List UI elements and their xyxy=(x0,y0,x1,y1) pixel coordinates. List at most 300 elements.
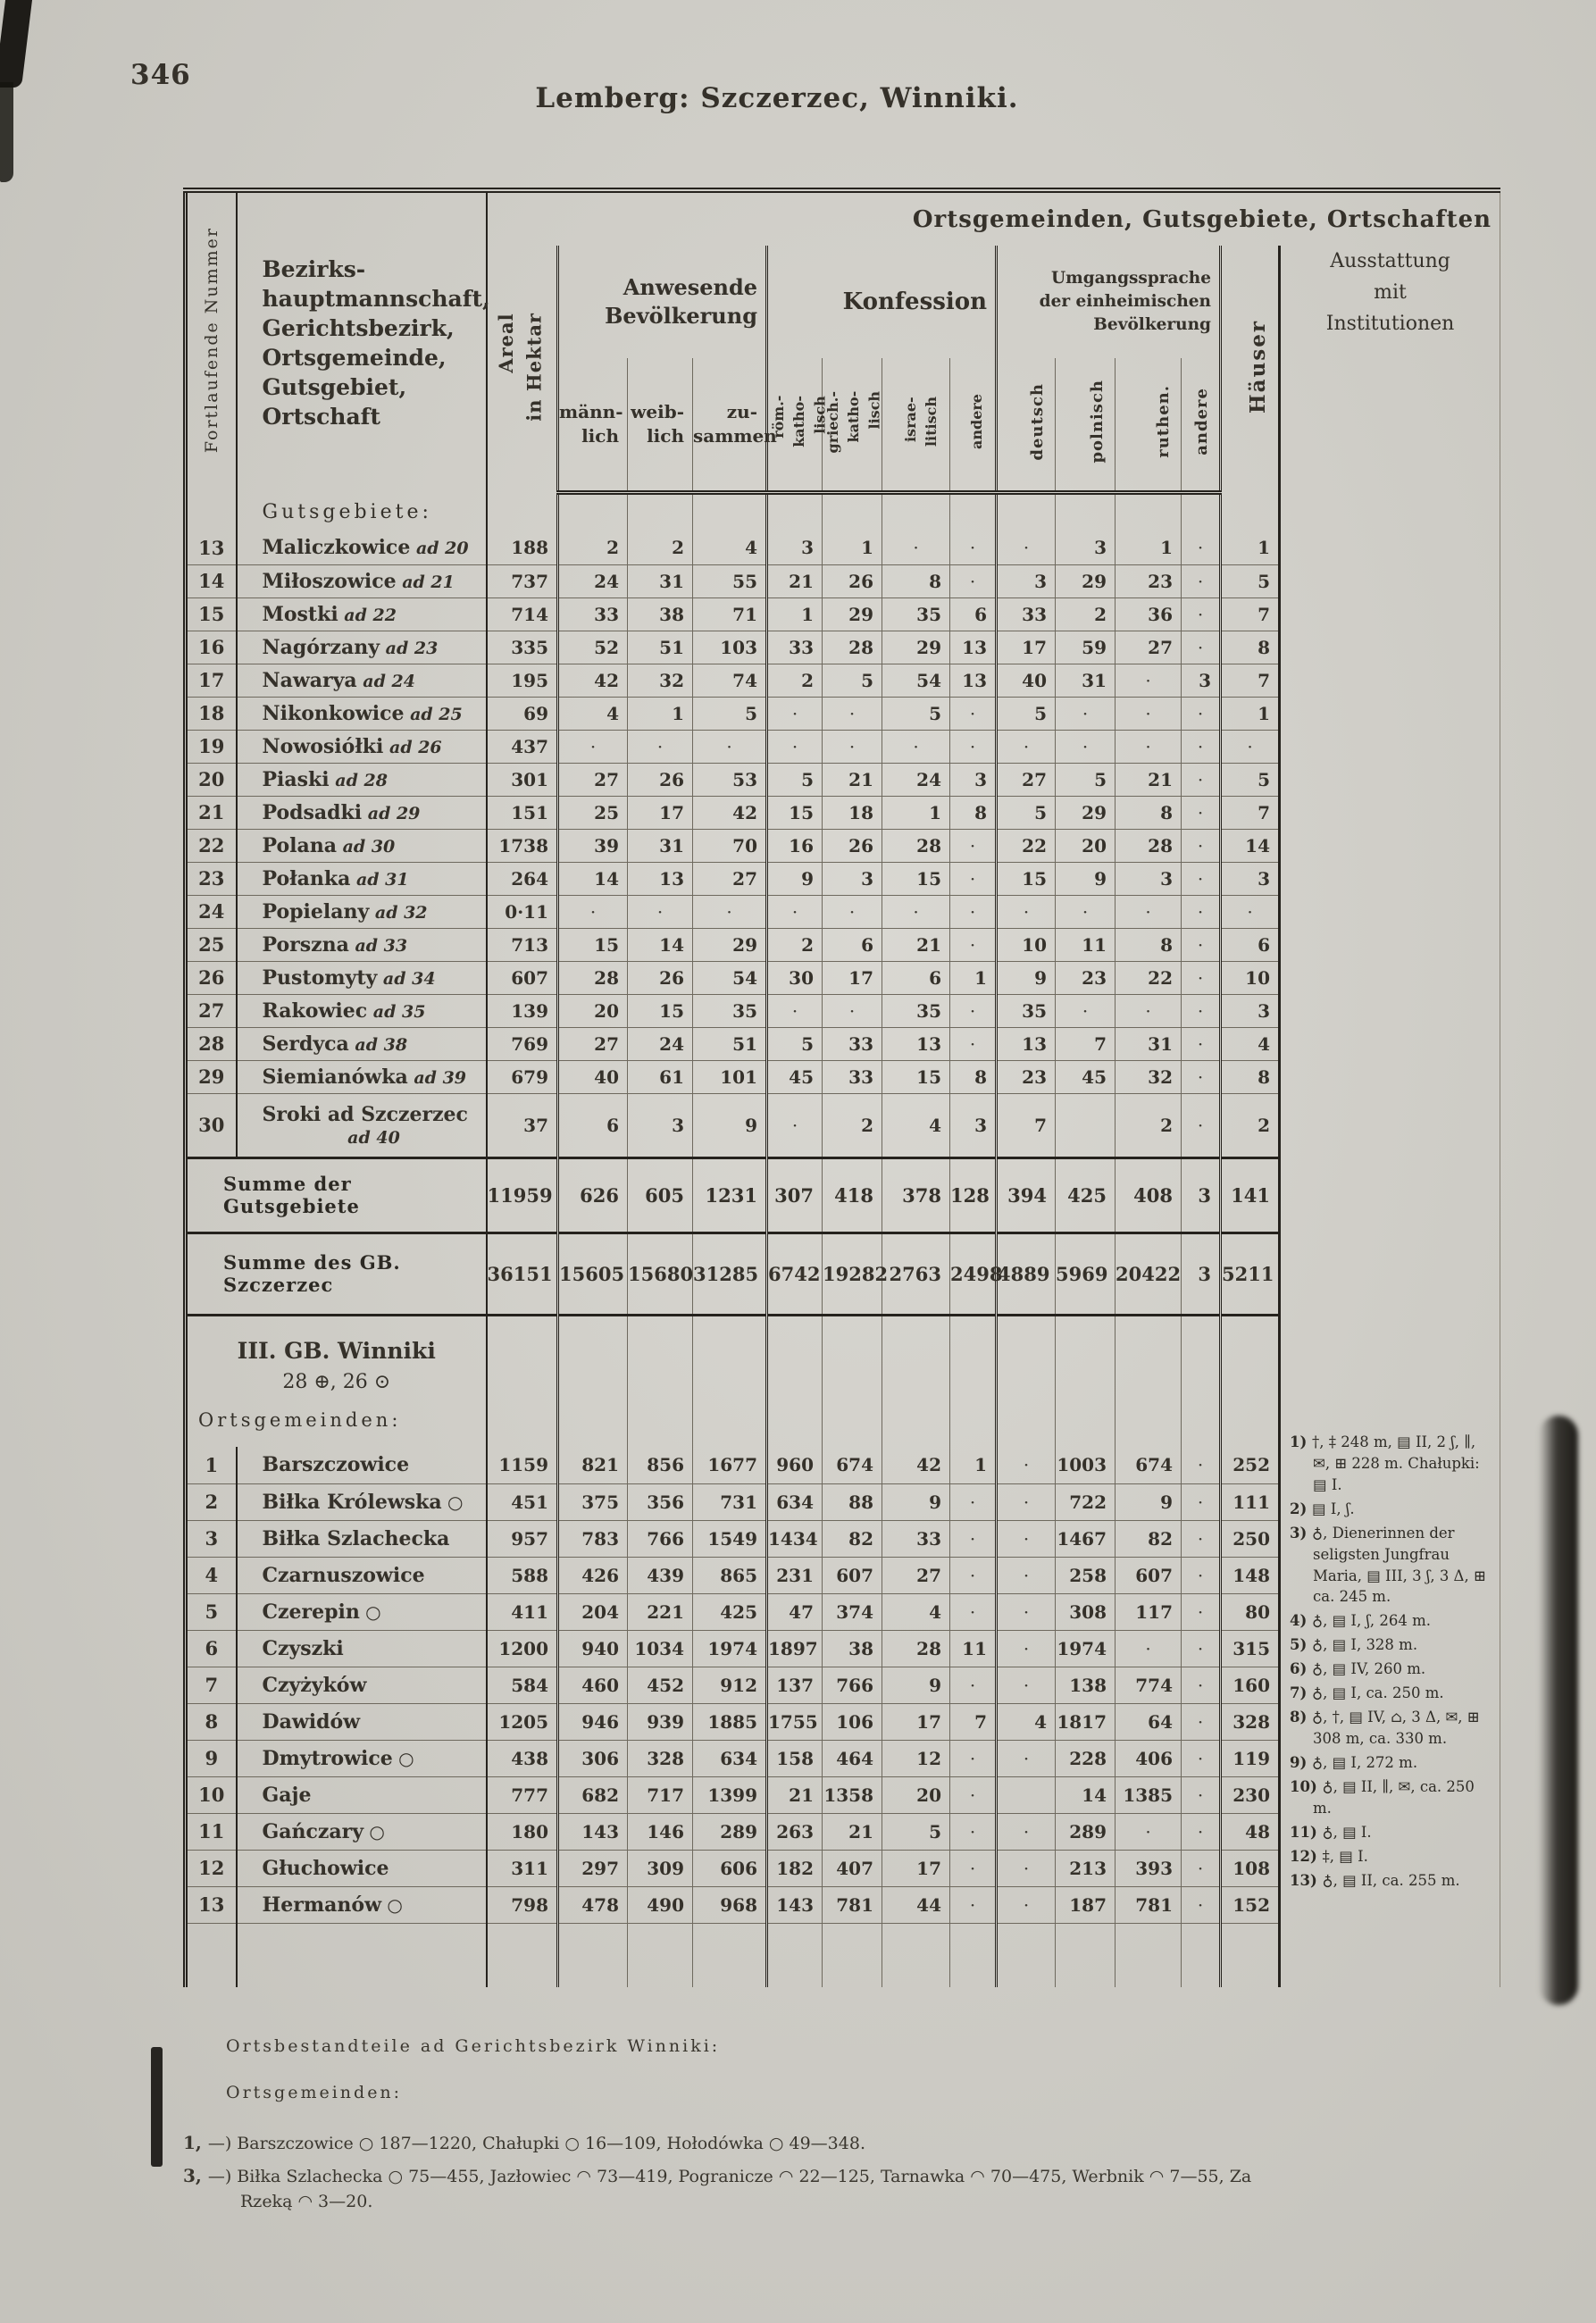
cell-weiblich: · xyxy=(628,730,693,763)
cell-number: 28 xyxy=(186,1027,237,1060)
cell-haeuser: 119 xyxy=(1221,1740,1280,1776)
cell-konf-andere: 3 xyxy=(950,763,997,796)
section-subtitle: 28 ⊕, 26 ⊙ xyxy=(282,1370,391,1393)
ad-reference: ad 23 xyxy=(380,638,439,658)
cell-ruthen: 674 xyxy=(1116,1447,1182,1483)
cell-polnisch: · xyxy=(1056,697,1116,730)
cell-haeuser: 8 xyxy=(1221,1060,1280,1093)
column-header-roem-kath: röm.- katho- lisch xyxy=(767,358,823,492)
cell-weiblich xyxy=(628,1315,693,1447)
cell-name xyxy=(237,1557,487,1593)
cell-zusammen: 74 xyxy=(693,664,767,697)
cell-number: 27 xyxy=(186,994,237,1027)
cell-konf-andere: · xyxy=(950,1557,997,1593)
footnote-line: 1, —) Barszczowice ○ 187—1220, Chałupki ○ 16—109, Hołodówka ○ 49—348. xyxy=(183,2132,865,2153)
cell-griech-kath: 607 xyxy=(823,1557,882,1593)
cell-deutsch xyxy=(997,1776,1056,1813)
cell-weiblich: · xyxy=(628,895,693,928)
cell-name xyxy=(237,829,487,862)
cell-number xyxy=(186,1923,237,1987)
cell-zusammen: 5 xyxy=(693,697,767,730)
cell-haeuser: 80 xyxy=(1221,1593,1280,1630)
note-item: 11) ♁, ▤ I. xyxy=(1290,1823,1372,1841)
cell-israelitisch xyxy=(882,492,950,531)
cell-ruthen: · xyxy=(1116,1813,1182,1850)
ad-reference: ad 31 xyxy=(350,869,409,890)
cell-ruthen: · xyxy=(1116,730,1182,763)
cell-israelitisch: 44 xyxy=(882,1886,950,1923)
cell-weiblich: 605 xyxy=(628,1157,693,1233)
cell-spr-andere: · xyxy=(1182,1593,1221,1630)
cell-haeuser: 141 xyxy=(1221,1157,1280,1233)
cell-griech-kath: 19282 xyxy=(823,1233,882,1315)
note-item: 6) ♁, ▤ IV, 260 m. xyxy=(1290,1660,1426,1678)
cell-israelitisch: · xyxy=(882,730,950,763)
cell-zusammen: 968 xyxy=(693,1886,767,1923)
cell-israelitisch xyxy=(882,1923,950,1987)
note-number: 12) xyxy=(1290,1847,1323,1865)
cell-spr-andere: · xyxy=(1182,1886,1221,1923)
group-header-ortsgemeinden: Ortsgemeinden, Gutsgebiete, Ortschaften xyxy=(487,190,1500,246)
cell-ruthen: 117 xyxy=(1116,1593,1182,1630)
cell-weiblich: 14 xyxy=(628,928,693,961)
sum-label: Summe des GB. Szczerzec xyxy=(186,1233,487,1315)
cell-deutsch: · xyxy=(997,1630,1056,1667)
cell-name xyxy=(237,1886,487,1923)
cell-konf-andere: 1 xyxy=(950,1447,997,1483)
cell-haeuser: 250 xyxy=(1221,1520,1280,1557)
cell-polnisch: 7 xyxy=(1056,1027,1116,1060)
cell-deutsch: · xyxy=(997,895,1056,928)
cell-griech-kath: 407 xyxy=(823,1850,882,1886)
cell-name xyxy=(237,631,487,664)
cell-number: 13 xyxy=(186,1886,237,1923)
cell-ruthen: 28 xyxy=(1116,829,1182,862)
cell-areal: 180 xyxy=(487,1813,558,1850)
cell-haeuser: 14 xyxy=(1221,829,1280,862)
place-name: Nagórzany xyxy=(262,635,380,659)
cell-name xyxy=(237,1923,487,1987)
cell-israelitisch: 4 xyxy=(882,1593,950,1630)
cell-roem-kath: 1755 xyxy=(767,1703,823,1740)
cell-roem-kath: 1897 xyxy=(767,1630,823,1667)
cell-konf-andere: · xyxy=(950,1520,997,1557)
cell-deutsch: 3 xyxy=(997,564,1056,597)
cell-israelitisch: 17 xyxy=(882,1703,950,1740)
cell-roem-kath: · xyxy=(767,994,823,1027)
cell-number: 2 xyxy=(186,1483,237,1520)
cell-number: 7 xyxy=(186,1667,237,1703)
cell-israelitisch: 29 xyxy=(882,631,950,664)
cell-israelitisch: 8 xyxy=(882,564,950,597)
cell-spr-andere: · xyxy=(1182,928,1221,961)
cell-polnisch: 29 xyxy=(1056,564,1116,597)
cell-spr-andere: · xyxy=(1182,1447,1221,1483)
statistics-table xyxy=(183,188,1500,1987)
cell-ruthen: · xyxy=(1116,697,1182,730)
cell-deutsch: 15 xyxy=(997,862,1056,895)
ausstattung-cell xyxy=(1280,492,1500,1987)
footer xyxy=(183,2036,1308,2220)
ad-reference: ad 40 xyxy=(347,1127,400,1148)
cell-maennlich: 783 xyxy=(558,1520,628,1557)
cell-roem-kath: 158 xyxy=(767,1740,823,1776)
column-header-ausstattung: Ausstattung mit Institutionen xyxy=(1280,246,1500,492)
cell-maennlich: 20 xyxy=(558,994,628,1027)
cell-maennlich: 39 xyxy=(558,829,628,862)
cell-number: 19 xyxy=(186,730,237,763)
cell-israelitisch: 21 xyxy=(882,928,950,961)
cell-name xyxy=(237,1520,487,1557)
cell-griech-kath: 1358 xyxy=(823,1776,882,1813)
cell-weiblich: 856 xyxy=(628,1447,693,1483)
cell-areal: 777 xyxy=(487,1776,558,1813)
settlement-marker-icon: ○ xyxy=(363,1820,385,1843)
cell-polnisch xyxy=(1056,1093,1116,1157)
cell-haeuser: 148 xyxy=(1221,1557,1280,1593)
cell-konf-andere: · xyxy=(950,1027,997,1060)
cell-polnisch: 14 xyxy=(1056,1776,1116,1813)
cell-griech-kath: 5 xyxy=(823,664,882,697)
cell-deutsch: 27 xyxy=(997,763,1056,796)
cell-zusammen: 4 xyxy=(693,531,767,564)
cell-areal: 1159 xyxy=(487,1447,558,1483)
cell-weiblich: 38 xyxy=(628,597,693,631)
cell-roem-kath: 47 xyxy=(767,1593,823,1630)
cell-deutsch: · xyxy=(997,1557,1056,1593)
place-name: Serdyca xyxy=(262,1032,349,1056)
cell-ruthen: · xyxy=(1116,664,1182,697)
cell-polnisch: 1467 xyxy=(1056,1520,1116,1557)
cell-polnisch: 213 xyxy=(1056,1850,1116,1886)
cell-griech-kath: 6 xyxy=(823,928,882,961)
cell-spr-andere: 3 xyxy=(1182,1233,1221,1315)
cell-israelitisch: · xyxy=(882,531,950,564)
cell-haeuser: 7 xyxy=(1221,597,1280,631)
note-item: 1) †, ‡ 248 m, ▤ II, 2 ʃ, ∥, ✉, ⊞ 228 m. Chałupki: ▤ I. xyxy=(1290,1433,1480,1493)
cell-ruthen: 36 xyxy=(1116,597,1182,631)
cell-israelitisch: 24 xyxy=(882,763,950,796)
cell-spr-andere: 3 xyxy=(1182,664,1221,697)
cell-maennlich: 40 xyxy=(558,1060,628,1093)
cell-areal: 769 xyxy=(487,1027,558,1060)
cell-zusammen: 1231 xyxy=(693,1157,767,1233)
cell-konf-andere: · xyxy=(950,1813,997,1850)
sum-label: Summe der Gutsgebiete xyxy=(186,1157,487,1233)
ad-reference: ad 33 xyxy=(348,935,408,956)
cell-name xyxy=(237,1630,487,1667)
cell-griech-kath: 38 xyxy=(823,1630,882,1667)
place-name: Piaski xyxy=(262,767,330,791)
place-name: Dawidów xyxy=(262,1709,361,1734)
cell-areal: 36151 xyxy=(487,1233,558,1315)
cell-areal: 588 xyxy=(487,1557,558,1593)
cell-number: 24 xyxy=(186,895,237,928)
cell-weiblich: 15 xyxy=(628,994,693,1027)
cell-number: 8 xyxy=(186,1703,237,1740)
cell-areal: 0·11 xyxy=(487,895,558,928)
place-name: Głuchowice xyxy=(262,1856,389,1880)
cell-ruthen: 22 xyxy=(1116,961,1182,994)
cell-roem-kath: 307 xyxy=(767,1157,823,1233)
cell-deutsch: · xyxy=(997,1886,1056,1923)
cell-israelitisch: 28 xyxy=(882,1630,950,1667)
cell-number: 22 xyxy=(186,829,237,862)
cell-number: 5 xyxy=(186,1593,237,1630)
scan-artifact xyxy=(151,2047,163,2167)
cell-zusammen: 425 xyxy=(693,1593,767,1630)
cell-polnisch: 2 xyxy=(1056,597,1116,631)
cell-polnisch: 228 xyxy=(1056,1740,1116,1776)
cell-israelitisch xyxy=(882,1315,950,1447)
cell-areal: 607 xyxy=(487,961,558,994)
cell-deutsch: · xyxy=(997,1850,1056,1886)
cell-konf-andere: · xyxy=(950,730,997,763)
column-header-polnisch: polnisch xyxy=(1056,358,1116,492)
cell-maennlich: 946 xyxy=(558,1703,628,1740)
cell-griech-kath: 33 xyxy=(823,1027,882,1060)
cell-roem-kath: 182 xyxy=(767,1850,823,1886)
cell-konf-andere: 2498 xyxy=(950,1233,997,1315)
cell-konf-andere: · xyxy=(950,1886,997,1923)
cell-polnisch: 5969 xyxy=(1056,1233,1116,1315)
cell-maennlich: 306 xyxy=(558,1740,628,1776)
cell-maennlich: 15605 xyxy=(558,1233,628,1315)
cell-areal: 264 xyxy=(487,862,558,895)
cell-spr-andere: · xyxy=(1182,763,1221,796)
cell-roem-kath: 137 xyxy=(767,1667,823,1703)
cell-spr-andere: · xyxy=(1182,862,1221,895)
cell-roem-kath: 5 xyxy=(767,1027,823,1060)
cell-israelitisch: 13 xyxy=(882,1027,950,1060)
cell-ruthen: 32 xyxy=(1116,1060,1182,1093)
cell-israelitisch: 15 xyxy=(882,1060,950,1093)
settlement-marker-icon: ○ xyxy=(359,1600,381,1623)
cell-ruthen: 8 xyxy=(1116,796,1182,829)
cell-spr-andere: · xyxy=(1182,564,1221,597)
cell-weiblich: 26 xyxy=(628,763,693,796)
cell-spr-andere: · xyxy=(1182,1557,1221,1593)
cell-griech-kath: · xyxy=(823,730,882,763)
cell-number: 1 xyxy=(186,1447,237,1483)
cell-areal: 11959 xyxy=(487,1157,558,1233)
cell-areal: 69 xyxy=(487,697,558,730)
cell-number: 29 xyxy=(186,1060,237,1093)
place-name: Maliczkowice xyxy=(262,536,411,560)
cell-griech-kath: 674 xyxy=(823,1447,882,1483)
cell-weiblich: 1 xyxy=(628,697,693,730)
cell-ruthen: · xyxy=(1116,994,1182,1027)
cell-konf-andere: 8 xyxy=(950,796,997,829)
cell-griech-kath: · xyxy=(823,994,882,1027)
cell-haeuser: · xyxy=(1221,895,1280,928)
cell-weiblich: 13 xyxy=(628,862,693,895)
cell-zusammen: 101 xyxy=(693,1060,767,1093)
cell-roem-kath: 30 xyxy=(767,961,823,994)
place-name: Nawarya xyxy=(262,668,357,692)
cell-zusammen: 55 xyxy=(693,564,767,597)
cell-konf-andere: · xyxy=(950,697,997,730)
header-row-1 xyxy=(186,190,1500,246)
column-header-israelitisch: israe- litisch xyxy=(882,358,950,492)
column-header-name: Bezirks- hauptmannschaft, Gerichtsbezirk, Ortsgemeinde, Gutsgebiet, Ortschaft xyxy=(237,190,487,492)
cell-maennlich: 682 xyxy=(558,1776,628,1813)
cell-haeuser: 328 xyxy=(1221,1703,1280,1740)
place-name: Popielany xyxy=(262,899,370,923)
section-heading xyxy=(186,1315,487,1447)
cell-weiblich: 17 xyxy=(628,796,693,829)
cell-spr-andere: · xyxy=(1182,1667,1221,1703)
cell-spr-andere: · xyxy=(1182,961,1221,994)
place-name: Sroki ad Szczerzec xyxy=(262,1102,468,1126)
cell-number: 12 xyxy=(186,1850,237,1886)
cell-name xyxy=(237,492,487,531)
cell-zusammen: 634 xyxy=(693,1740,767,1776)
cell-griech-kath: 374 xyxy=(823,1593,882,1630)
note-number: 4) xyxy=(1290,1612,1313,1630)
cell-deutsch: 10 xyxy=(997,928,1056,961)
cell-israelitisch: 54 xyxy=(882,664,950,697)
cell-griech-kath: 106 xyxy=(823,1703,882,1740)
cell-israelitisch: 17 xyxy=(882,1850,950,1886)
cell-roem-kath: 15 xyxy=(767,796,823,829)
cell-zusammen: 731 xyxy=(693,1483,767,1520)
cell-haeuser xyxy=(1221,1923,1280,1987)
cell-areal: 1738 xyxy=(487,829,558,862)
cell-haeuser: 5 xyxy=(1221,564,1280,597)
cell-areal: 311 xyxy=(487,1850,558,1886)
cell-maennlich: 940 xyxy=(558,1630,628,1667)
cell-polnisch xyxy=(1056,492,1116,531)
column-header-griech-kath: griech.- katho- lisch xyxy=(823,358,882,492)
cell-name xyxy=(237,730,487,763)
cell-deutsch: · xyxy=(997,531,1056,564)
cell-number: 18 xyxy=(186,697,237,730)
note-number: 10) xyxy=(1290,1777,1323,1795)
cell-zusammen: 71 xyxy=(693,597,767,631)
cell-israelitisch: 378 xyxy=(882,1157,950,1233)
cell-zusammen: 103 xyxy=(693,631,767,664)
place-name: Polana xyxy=(262,833,337,857)
cell-maennlich: 626 xyxy=(558,1157,628,1233)
cell-israelitisch: 9 xyxy=(882,1667,950,1703)
cell-roem-kath xyxy=(767,1923,823,1987)
cell-griech-kath: 33 xyxy=(823,1060,882,1093)
cell-areal: 301 xyxy=(487,763,558,796)
ad-reference: ad 21 xyxy=(396,572,455,592)
cell-name xyxy=(237,961,487,994)
cell-name xyxy=(237,895,487,928)
cell-zusammen: 31285 xyxy=(693,1233,767,1315)
ad-reference: ad 34 xyxy=(377,968,436,989)
cell-name xyxy=(237,531,487,564)
cell-konf-andere: · xyxy=(950,928,997,961)
cell-haeuser: 7 xyxy=(1221,796,1280,829)
cell-ruthen: 2 xyxy=(1116,1093,1182,1157)
cell-name xyxy=(237,1447,487,1483)
cell-israelitisch: 35 xyxy=(882,994,950,1027)
cell-maennlich: 15 xyxy=(558,928,628,961)
cell-weiblich: 1034 xyxy=(628,1630,693,1667)
cell-number: 16 xyxy=(186,631,237,664)
place-name: Barszczowice xyxy=(262,1453,410,1477)
cell-name xyxy=(237,763,487,796)
ad-reference: ad 20 xyxy=(410,539,469,559)
cell-deutsch xyxy=(997,1923,1056,1987)
cell-roem-kath xyxy=(767,1315,823,1447)
cell-haeuser: 48 xyxy=(1221,1813,1280,1850)
cell-griech-kath: 17 xyxy=(823,961,882,994)
cell-israelitisch: 42 xyxy=(882,1447,950,1483)
cell-zusammen: 912 xyxy=(693,1667,767,1703)
cell-name xyxy=(237,1776,487,1813)
cell-weiblich: 31 xyxy=(628,829,693,862)
cell-zusammen: 35 xyxy=(693,994,767,1027)
cell-ruthen: 8 xyxy=(1116,928,1182,961)
cell-name xyxy=(237,862,487,895)
cell-ruthen xyxy=(1116,492,1182,531)
cell-haeuser: 111 xyxy=(1221,1483,1280,1520)
cell-spr-andere: · xyxy=(1182,1520,1221,1557)
cell-haeuser: 5211 xyxy=(1221,1233,1280,1315)
cell-griech-kath xyxy=(823,492,882,531)
cell-areal xyxy=(487,1923,558,1987)
cell-ruthen: 27 xyxy=(1116,631,1182,664)
cell-spr-andere: · xyxy=(1182,895,1221,928)
cell-name xyxy=(237,1850,487,1886)
cell-haeuser: 3 xyxy=(1221,994,1280,1027)
cell-polnisch: 5 xyxy=(1056,763,1116,796)
cell-polnisch xyxy=(1056,1315,1116,1447)
cell-spr-andere: · xyxy=(1182,1703,1221,1740)
cell-maennlich xyxy=(558,492,628,531)
cell-israelitisch: 6 xyxy=(882,961,950,994)
cell-roem-kath: 16 xyxy=(767,829,823,862)
cell-maennlich: 52 xyxy=(558,631,628,664)
cell-zusammen: 1399 xyxy=(693,1776,767,1813)
cell-spr-andere xyxy=(1182,1315,1221,1447)
cell-areal: 679 xyxy=(487,1060,558,1093)
note-item: 8) ♁, †, ▤ IV, ⌂, 3 Δ, ✉, ⊞ 308 m, ca. 330 m. xyxy=(1290,1709,1480,1747)
place-name: Biłka Królewska xyxy=(262,1490,442,1514)
cell-konf-andere: · xyxy=(950,994,997,1027)
cell-haeuser: 4 xyxy=(1221,1027,1280,1060)
cell-number: 20 xyxy=(186,763,237,796)
cell-polnisch: · xyxy=(1056,730,1116,763)
cell-weiblich: 490 xyxy=(628,1886,693,1923)
cell-konf-andere: · xyxy=(950,895,997,928)
cell-name xyxy=(237,796,487,829)
note-item: 9) ♁, ▤ I, 272 m. xyxy=(1290,1753,1418,1771)
cell-haeuser xyxy=(1221,1315,1280,1447)
cell-konf-andere: · xyxy=(950,1740,997,1776)
cell-polnisch: 1003 xyxy=(1056,1447,1116,1483)
cell-name xyxy=(237,1593,487,1630)
cell-deutsch: 35 xyxy=(997,994,1056,1027)
cell-haeuser: 1 xyxy=(1221,697,1280,730)
cell-areal: 437 xyxy=(487,730,558,763)
cell-deutsch: · xyxy=(997,1447,1056,1483)
cell-konf-andere: 6 xyxy=(950,597,997,631)
cell-griech-kath: 26 xyxy=(823,829,882,862)
place-name: Porszna xyxy=(262,932,349,957)
cell-israelitisch: 35 xyxy=(882,597,950,631)
cell-maennlich: 28 xyxy=(558,961,628,994)
footnote-line: 3, —) Biłka Szlachecka ○ 75—455, Jazłowiec ◠ 73—419, Pogranicze ◠ 22—125, Tarnawka ◠ 70—475, Werbnik ◠ 7—55, Za Rzeką ◠ 3—20. xyxy=(183,2164,1252,2211)
cell-haeuser: 3 xyxy=(1221,862,1280,895)
cell-israelitisch: 27 xyxy=(882,1557,950,1593)
cell-maennlich: · xyxy=(558,730,628,763)
